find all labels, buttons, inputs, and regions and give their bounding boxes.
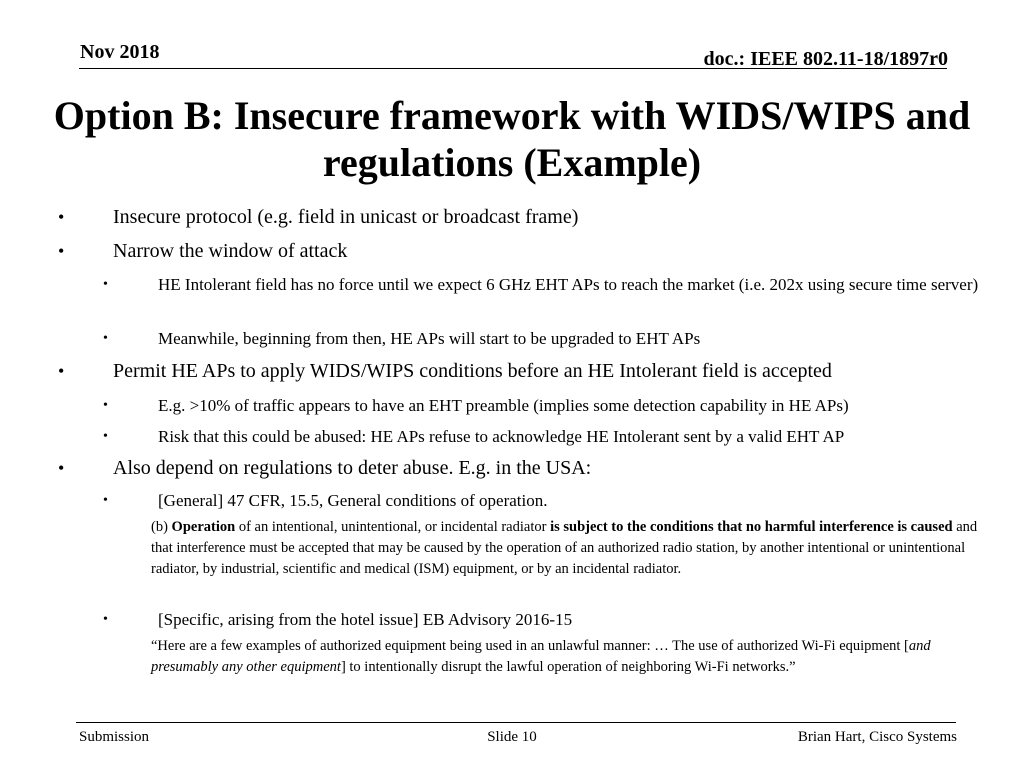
bullet-dot: • <box>58 241 65 261</box>
cfr-quote-part: (b) <box>151 519 172 535</box>
bullet-eht-preamble: E.g. >10% of traffic appears to have an EHT preamble (implies some detection capability in HE APs) <box>158 396 849 415</box>
cfr-quote-part: of an intentional, unintentional, or incidental radiator <box>235 519 551 535</box>
slide-title: Option B: Insecure framework with WIDS/WIPS and regulations (Example) <box>53 93 971 185</box>
bullet-dot: • <box>103 493 108 508</box>
cfr-quote-bold: is subject to the conditions that no harmful interference is caused <box>550 519 953 535</box>
header-doc-id: doc.: IEEE 802.11-18/1897r0 <box>703 48 948 70</box>
bullet-regulations: Also depend on regulations to deter abuse. E.g. in the USA: <box>113 457 592 479</box>
footer-divider <box>76 722 956 723</box>
cfr-quote <box>151 517 991 580</box>
bullet-eb-advisory: [Specific, arising from the hotel issue] EB Advisory 2016-15 <box>158 610 573 629</box>
bullet-dot: • <box>103 331 108 346</box>
bullet-dot: • <box>103 398 108 413</box>
bullet-47-cfr: [General] 47 CFR, 15.5, General conditions of operation. <box>158 491 548 510</box>
footer-submission: Submission <box>79 729 150 745</box>
advisory-quote <box>151 636 991 678</box>
bullet-dot: • <box>58 458 65 478</box>
bullet-abuse-risk: Risk that this could be abused: HE APs refuse to acknowledge HE Intolerant sent by a valid EHT AP <box>158 427 845 446</box>
bullet-dot: • <box>58 361 65 381</box>
footer-author: Brian Hart, Cisco Systems <box>797 729 957 745</box>
bullet-dot: • <box>58 207 65 227</box>
bullet-he-intolerant-field: HE Intolerant field has no force until we expect 6 GHz EHT APs to reach the market (i.e. 202x using secure time server) <box>158 275 979 294</box>
bullet-permit-wids: Permit HE APs to apply WIDS/WIPS conditions before an HE Intolerant field is accepted <box>113 360 832 382</box>
cfr-quote-bold: Operation <box>171 519 236 535</box>
advisory-quote-part: ] to intentionally disrupt the lawful operation of neighboring Wi-Fi networks.” <box>340 659 796 675</box>
advisory-quote-italic: and presumably any other equipment <box>151 638 931 675</box>
bullet-insecure-protocol: Insecure protocol (e.g. field in unicast or broadcast frame) <box>113 206 579 228</box>
footer-slide-number: Slide 10 <box>487 729 537 745</box>
bullet-meanwhile-upgrade: Meanwhile, beginning from then, HE APs will start to be upgraded to EHT APs <box>158 329 701 348</box>
bullet-dot: • <box>103 612 108 627</box>
bullet-dot: • <box>103 429 108 444</box>
advisory-quote-part: “Here are a few examples of authorized equipment being used in an unlawful manner: … The use of authorized Wi-Fi equipment [ <box>151 638 909 654</box>
header-date: Nov 2018 <box>80 41 160 63</box>
bullet-narrow-window: Narrow the window of attack <box>113 240 348 262</box>
bullet-dot: • <box>103 277 108 292</box>
cfr-quote-part: and that interference must be accepted that may be caused by the operation of an authorized radio station, by another intentional or unintentional radiator, by industrial, scientific and medical (ISM) equipment, or by an incidental radiator. <box>151 519 978 577</box>
